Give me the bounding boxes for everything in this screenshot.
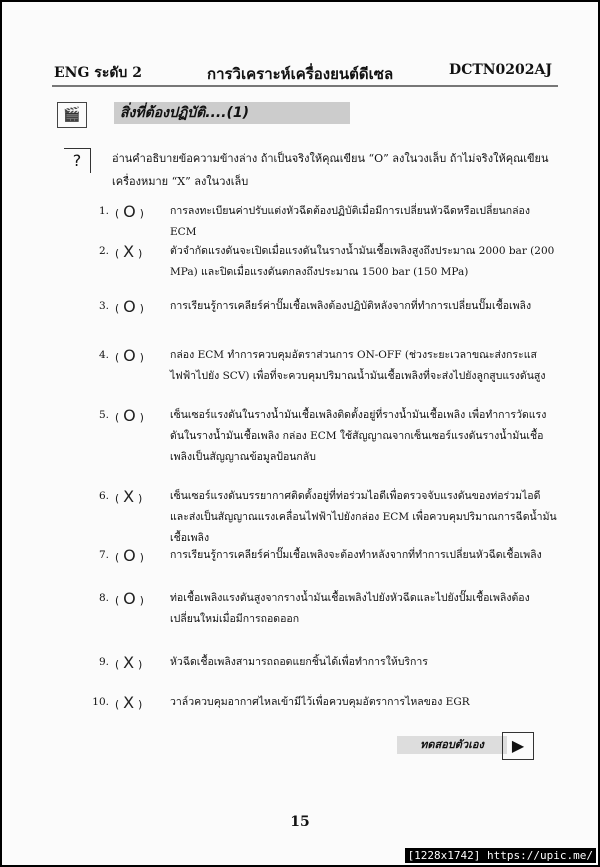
answer-field[interactable]: ( O ) bbox=[115, 589, 144, 608]
header-code: DCTN0202AJ bbox=[449, 62, 552, 78]
answer-mark: O bbox=[123, 406, 136, 425]
item-number: 10. bbox=[92, 696, 109, 708]
question-item bbox=[87, 692, 557, 716]
question-icon: ? bbox=[64, 148, 91, 173]
answer-mark: X bbox=[123, 693, 135, 712]
item-number: 6. bbox=[98, 490, 109, 502]
header-title: การวิเคราะห์เครื่องยนต์ดีเซล bbox=[207, 65, 394, 83]
item-number: 1. bbox=[98, 205, 109, 217]
self-test-label: ทดสอบตัวเอง bbox=[397, 736, 507, 754]
answer-mark: O bbox=[123, 589, 136, 608]
item-text: เซ็นเซอร์แรงดันบรรยากาศติดตั้งอยู่ที่ท่อร่วมไอดีเพื่อตรวจจับแรงดันของท่อร่วมไอดีและส่งเป็นสัญญาณแรงเคลื่อนไฟฟ้าไปยังกล่อง ECM เพื่อควบคุมปริมาณการฉีดน้ำมันเชื้อเพลิง bbox=[170, 490, 557, 544]
watermark: [1228x1742] https://upic.me/ bbox=[405, 848, 596, 863]
answer-mark: O bbox=[123, 202, 136, 221]
item-number: 3. bbox=[98, 300, 109, 312]
header-divider bbox=[52, 85, 558, 87]
item-number: 7. bbox=[98, 549, 109, 561]
answer-mark: X bbox=[123, 487, 135, 506]
question-item bbox=[87, 296, 557, 320]
item-number: 9. bbox=[98, 656, 109, 668]
answer-field[interactable]: ( X ) bbox=[115, 693, 143, 712]
item-text: ท่อเชื้อเพลิงแรงดันสูงจากรางน้ำมันเชื้อเพลิงไปยังหัวฉีดและไปยังปั๊มเชื้อเพลิงต้องเปลี่ยนใหม่เมื่อมีการถอดออก bbox=[170, 592, 530, 625]
item-text: การเรียนรู้การเคลียร์ค่าปั๊มเชื้อเพลิงต้องปฏิบัติหลังจากที่ทำการเปลี่ยนปั๊มเชื้อเพลิง bbox=[170, 300, 532, 312]
answer-mark: X bbox=[123, 242, 135, 261]
answer-mark: X bbox=[123, 653, 135, 672]
item-number: 8. bbox=[98, 592, 109, 604]
answer-field[interactable]: ( X ) bbox=[115, 242, 143, 261]
item-text: กล่อง ECM ทำการควบคุมอัตราส่วนการ ON-OFF (ช่วงระยะเวลาขณะส่งกระแสไฟฟ้าไปยัง SCV) เพื่อที่จะควบคุมปริมาณน้ำมันเชื้อเพลิงที่จะส่งไปยังลูกสูบแรงดันสูง bbox=[170, 349, 546, 382]
header-level: ENG ระดับ 2 bbox=[54, 65, 142, 81]
item-text: ตัวจำกัดแรงดันจะเปิดเมื่อแรงดันในรางน้ำมันเชื้อเพลิงสูงถึงประมาณ 2000 bar (200 MPa) และปิดเมื่อแรงดันตกลงถึงประมาณ 1500 bar (150 MPa) bbox=[170, 245, 555, 278]
answer-field[interactable]: ( X ) bbox=[115, 653, 143, 672]
answer-field[interactable]: ( O ) bbox=[115, 346, 144, 365]
answer-mark: O bbox=[123, 546, 136, 565]
item-text: เซ็นเซอร์แรงดันในรางน้ำมันเชื้อเพลิงติดตั้งอยู่ที่รางน้ำมันเชื้อเพลิง เพื่อทำการวัดแรงดันในรางน้ำมันเชื้อเพลิง กล่อง ECM ใช้สัญญาณจากเซ็นเซอร์แรงดันรางน้ำมันเชื้อเพลิงเป็นสัญญาณข้อมูลป้อนกลับ bbox=[170, 409, 547, 463]
question-item bbox=[87, 405, 557, 468]
question-item bbox=[87, 201, 557, 243]
question-item bbox=[87, 545, 557, 569]
answer-mark: O bbox=[123, 346, 136, 365]
answer-field[interactable]: ( O ) bbox=[115, 297, 144, 316]
answer-field[interactable]: ( O ) bbox=[115, 202, 144, 221]
item-text: หัวฉีดเชื้อเพลิงสามารถถอดแยกชิ้นได้เพื่อทำการให้บริการ bbox=[170, 656, 428, 668]
item-number: 5. bbox=[98, 409, 109, 421]
question-item bbox=[87, 588, 557, 630]
item-text: การเรียนรู้การเคลียร์ค่าปั๊มเชื้อเพลิงจะต้องทำหลังจากที่ทำการเปลี่ยนหัวฉีดเชื้อเพลิง bbox=[170, 549, 542, 561]
question-item bbox=[87, 241, 557, 283]
answer-mark: O bbox=[123, 297, 136, 316]
next-button[interactable] bbox=[502, 732, 534, 760]
question-item bbox=[87, 652, 557, 676]
clapperboard-icon: 🎬 bbox=[57, 102, 87, 128]
question-item bbox=[87, 345, 557, 387]
item-text: วาล์วควบคุมอากาศไหลเข้ามีไว้เพื่อควบคุมอัตราการไหลของ EGR bbox=[170, 696, 470, 708]
answer-field[interactable]: ( O ) bbox=[115, 546, 144, 565]
answer-field[interactable]: ( O ) bbox=[115, 406, 144, 425]
task-title: สิ่งที่ต้องปฏิบัติ....(1) bbox=[114, 102, 350, 124]
instruction-text: อ่านคำอธิบายข้อความข้างล่าง ถ้าเป็นจริงให้คุณเขียน “O” ลงในวงเล็บ ถ้าไม่จริงให้คุณเขียนเครื่องหมาย “X” ลงในวงเล็บ bbox=[112, 152, 549, 188]
question-item bbox=[87, 486, 557, 549]
item-text: การลงทะเบียนค่าปรับแต่งหัวฉีดต้องปฏิบัติเมื่อมีการเปลี่ยนหัวฉีดหรือเปลี่ยนกล่อง ECM bbox=[170, 205, 530, 238]
play-icon: ▶ bbox=[511, 736, 525, 755]
page-number: 15 bbox=[290, 814, 310, 830]
answer-field[interactable]: ( X ) bbox=[115, 487, 143, 506]
item-number: 4. bbox=[98, 349, 109, 361]
item-number: 2. bbox=[98, 245, 109, 257]
